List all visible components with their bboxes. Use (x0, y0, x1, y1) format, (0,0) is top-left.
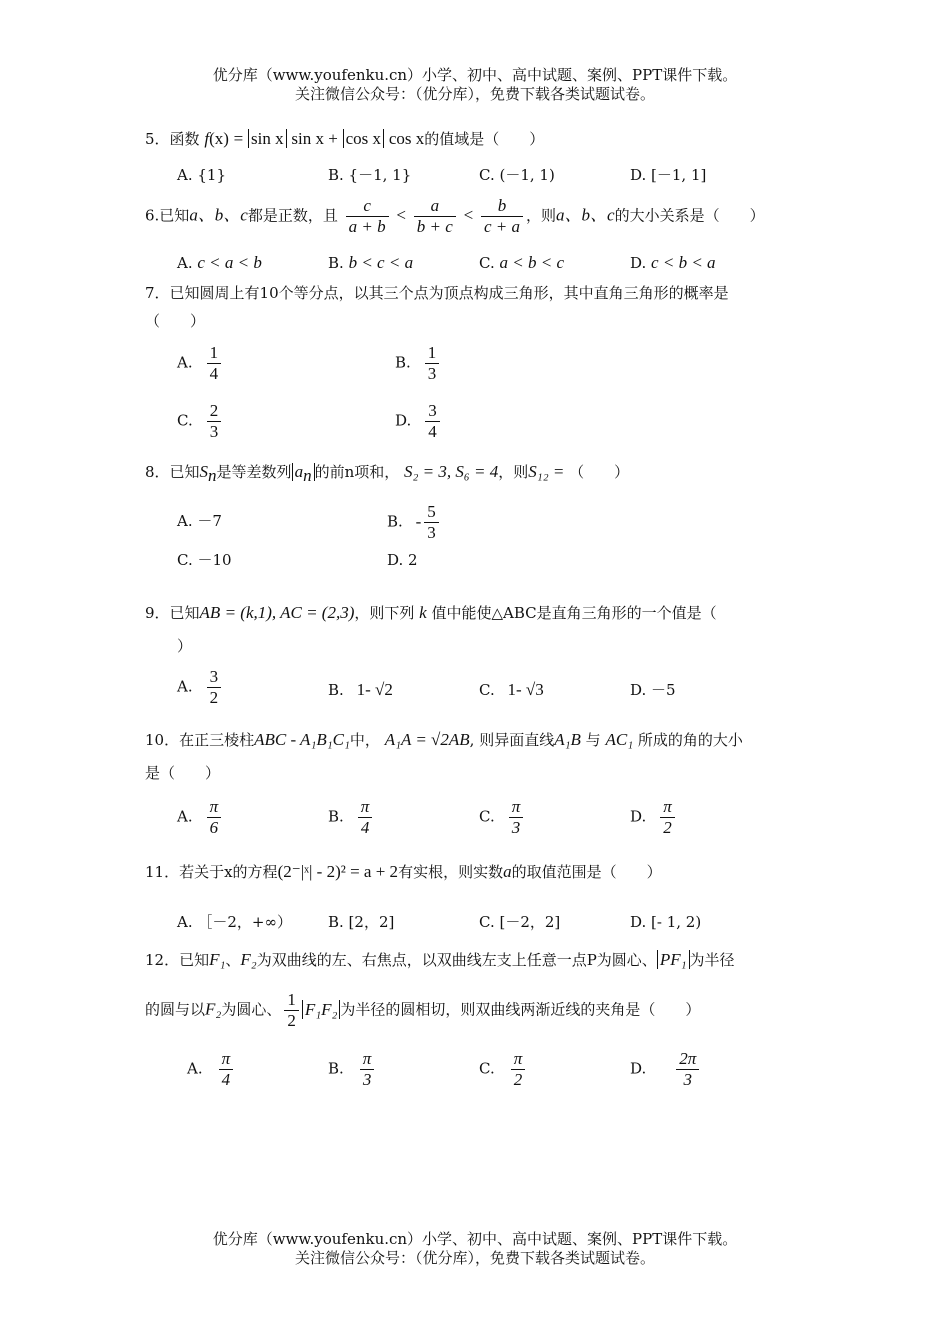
q11-option-b[interactable]: B. [2，2] (328, 913, 395, 931)
q12-option-d[interactable]: D. $\frac{2\pi}{3}$ (630, 1049, 702, 1090)
q11-option-c[interactable]: C. [－2，2] (479, 913, 561, 931)
q12-option-a[interactable]: A. $\frac{\pi}{4}$ (187, 1049, 236, 1090)
question-9-line-2: ） (177, 637, 193, 655)
q5-option-c[interactable]: C. (－1, 1) (479, 166, 555, 184)
q8-option-a[interactable]: A. －7 (177, 512, 222, 530)
question-10-line-2: 是（ ） (145, 764, 221, 782)
q9-option-a[interactable]: A. $\frac{3}{2}$ (177, 667, 224, 708)
q9-option-c[interactable]: C. 1- √3 (479, 680, 544, 699)
q11-option-a[interactable]: A. ［－2，+∞） (177, 913, 292, 931)
q7-option-c[interactable]: C. $\frac{2}{3}$ (177, 401, 224, 442)
question-9: 9．已知AB = (k,1), AC = (2,3)，则下列 k 值中能使△ABC是直角三角形的一个值是（ (145, 603, 717, 622)
question-10: 10．在正三棱柱ABC - A₁B₁C₁中， A₁A = √2AB, 则异面直线A₁B 与 AC₁ 所成的角的大小 (145, 730, 743, 749)
question-8: 8．已知$S_n$是等差数列 $a_n$ 的前n项和， S₂ = 3, S₆ = 4，则S₁₂ = （ ） (145, 462, 630, 485)
q6-option-b[interactable]: B. b < c < a (328, 253, 414, 272)
q6-option-d[interactable]: D. c < b < a (630, 253, 716, 272)
question-11: 11．若关于x的方程(2⁻|ˣ| - 2)² = a + 2有实根，则实数a的取值范围是（ ） (145, 862, 662, 881)
q8-option-b[interactable]: B. - $\frac{5}{3}$ (387, 502, 442, 543)
q5-option-a[interactable]: A. {1} (177, 166, 226, 184)
footer-line-1: 优分库（www.youfenku.cn）小学、初中、高中试题、案例、PPT课件下载。 (212, 1230, 738, 1248)
q6-option-c[interactable]: C. a < b < c (479, 253, 564, 272)
q10-option-b[interactable]: B. $\frac{\pi}{4}$ (328, 797, 375, 838)
question-5: 5．函数 f(x) = sin x sin x + cos x cos x的值域是（ ） (145, 129, 545, 148)
q8-option-c[interactable]: C. －10 (177, 551, 232, 569)
q6-fraction-2: $\frac{a}{b + c}$ (414, 196, 456, 237)
footer-line-2: 关注微信公众号：（优分库），免费下载各类试题试卷。 (294, 1249, 655, 1267)
q12-option-c[interactable]: C. $\frac{\pi}{2}$ (479, 1049, 528, 1090)
q7-option-b[interactable]: B. $\frac{1}{3}$ (395, 343, 442, 384)
q5-option-b[interactable]: B. {－1, 1} (328, 166, 412, 184)
header-line-1: 优分库（www.youfenku.cn）小学、初中、高中试题、案例、PPT课件下载。 (212, 66, 738, 84)
q9-option-d[interactable]: D. －5 (630, 681, 676, 699)
q10-option-d[interactable]: D. $\frac{\pi}{2}$ (630, 797, 678, 838)
q6-option-a[interactable]: A. c < a < b (177, 253, 262, 272)
q7-option-d[interactable]: D. $\frac{3}{4}$ (395, 401, 443, 442)
q6-fraction-1: $\frac{c}{a + b}$ (346, 196, 389, 237)
q10-option-c[interactable]: C. $\frac{\pi}{3}$ (479, 797, 526, 838)
q11-option-d[interactable]: D. [- 1, 2) (630, 913, 702, 931)
q7-option-a[interactable]: A. $\frac{1}{4}$ (177, 343, 224, 384)
question-6: 6.已知a、b、c都是正数，且 $\frac{c}{a + b}$ < $\frac{a}{b + c}$ < $\frac{b}{c + a}$ ，则a、b、c的大小关系是（ ） (145, 196, 765, 236)
question-7-line-1: 7．已知圆周上有10个等分点，以其三个点为顶点构成三角形，其中直角三角形的概率是 (145, 284, 729, 302)
q8-option-d[interactable]: D. 2 (387, 551, 418, 569)
q9-option-b[interactable]: B. 1- √2 (328, 680, 393, 699)
question-12-line-2: 的圆与以F₂为圆心、 $\frac{1}{2}$ F₁F₂ 为半径的圆相切，则双曲线两渐近线的夹角是（ ） (145, 990, 701, 1030)
q10-option-a[interactable]: A. $\frac{\pi}{6}$ (177, 797, 224, 838)
question-7-line-2: （ ） (145, 312, 206, 330)
q6-fraction-3: $\frac{b}{c + a}$ (481, 196, 523, 237)
header-line-2: 关注微信公众号：（优分库），免费下载各类试题试卷。 (294, 85, 655, 103)
question-12-line-1: 12．已知F₁、F₂为双曲线的左、右焦点，以双曲线左支上任意一点P为圆心、 PF₁ 为半径 (145, 950, 735, 969)
q5-option-d[interactable]: D. [－1, 1] (630, 166, 707, 184)
q12-option-b[interactable]: B. $\frac{\pi}{3}$ (328, 1049, 377, 1090)
